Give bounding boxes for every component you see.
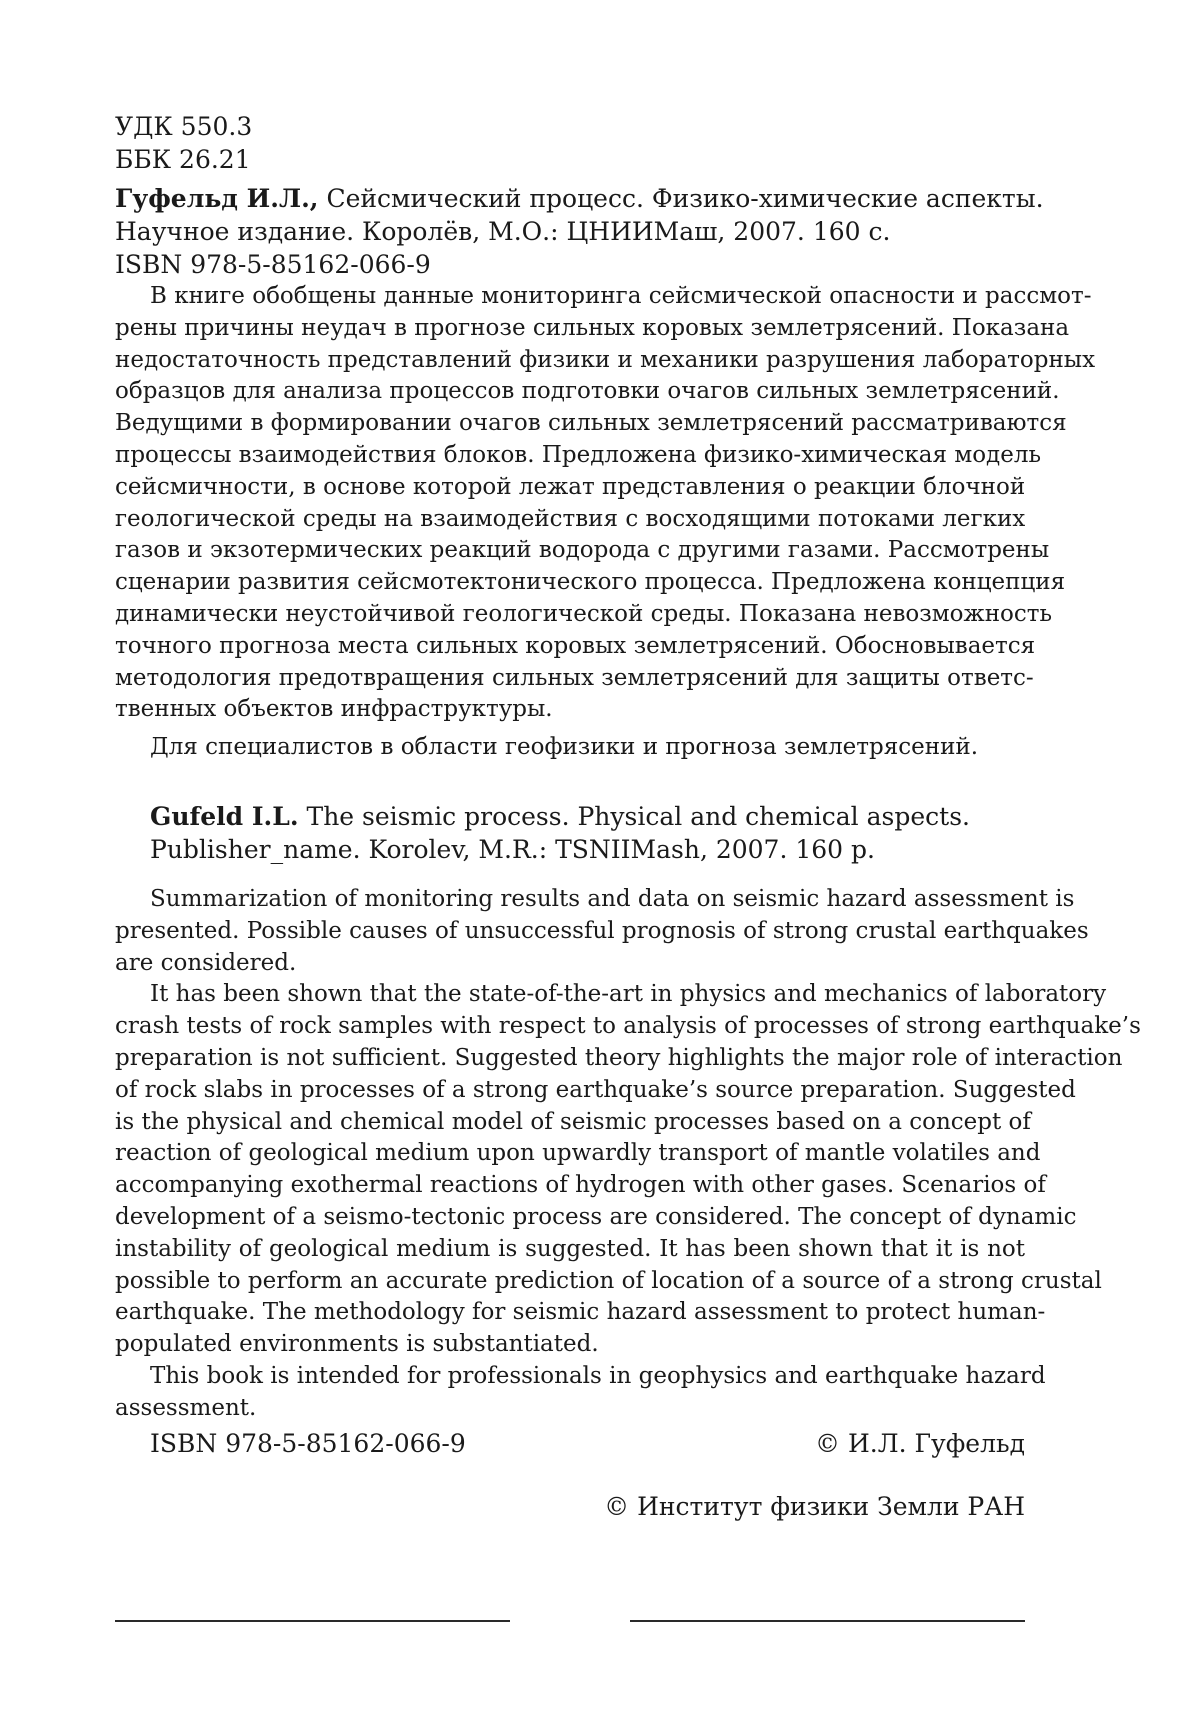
en-title-line2: Publisher_name. Korolev, M.R.: TSNIIMash, 2007. 160 p.	[150, 834, 875, 864]
ru-title-line2: Научное издание. Королёв, М.О.: ЦНИИМаш, 2007. 160 с.	[115, 217, 891, 246]
en-abstract-line: It has been shown that the state-of-the-art in physics and mechanics of laboratory	[150, 981, 1107, 1008]
ru-abstract-line: В книге обобщены данные мониторинга сейсмической опасности и рассмот-	[150, 283, 1092, 309]
ru-abstract	[115, 281, 1096, 764]
bbk-code: ББК 26.21	[115, 145, 251, 174]
document-page	[115, 110, 1141, 1523]
ru-abstract-line: динамически неустойчивой геологической среды. Показана невозможность	[115, 600, 1052, 627]
en-abstract-line: instability of geological medium is suggested. It has been shown that it is not	[115, 1235, 1025, 1262]
ru-abstract-line: методология предотвращения сильных землетрясений для защиты ответс-	[115, 664, 1034, 691]
en-abstract-line: is the physical and chemical model of seismic processes based on a concept of	[115, 1108, 1031, 1135]
ru-author: Гуфельд И.Л.,	[115, 184, 319, 213]
en-abstract-line: development of a seismo-tectonic process are considered. The concept of dynamic	[115, 1203, 1077, 1230]
en-abstract-line: accompanying exothermal reactions of hydrogen with other gases. Scenarios of	[115, 1172, 1046, 1199]
en-abstract-line: This book is intended for professionals in geophysics and earthquake hazard	[150, 1362, 1046, 1389]
en-abstract-line: reaction of geological medium upon upwardly transport of mantle volatiles and	[115, 1140, 1041, 1167]
en-title-line1: The seismic process. Physical and chemical aspects.	[306, 801, 970, 831]
en-abstract	[115, 884, 1141, 1425]
udk-code: УДК 550.3	[115, 112, 253, 141]
en-abstract-line: possible to perform an accurate prediction of location of a source of a strong crustal	[115, 1267, 1102, 1294]
ru-citation	[115, 182, 1044, 281]
en-abstract-line: crash tests of rock samples with respect to analysis of processes of strong earthquake’s	[115, 1013, 1141, 1040]
ru-isbn: ISBN 978-5-85162-066-9	[115, 250, 431, 279]
en-abstract-line: presented. Possible causes of unsuccessful prognosis of strong crustal earthquakes	[115, 917, 1089, 944]
ru-abstract-line: твенных объектов инфраструктуры.	[115, 696, 553, 723]
en-abstract-line: preparation is not sufficient. Suggested theory highlights the major role of interaction	[115, 1044, 1123, 1071]
ru-title-line1: Сейсмический процесс. Физико-химические аспекты.	[326, 184, 1044, 213]
ru-abstract-line: образцов для анализа процессов подготовки очагов сильных землетрясений.	[115, 378, 1060, 405]
en-abstract-line: of rock slabs in processes of a strong earthquake’s source preparation. Suggested	[115, 1076, 1076, 1103]
en-abstract-line: Summarization of monitoring results and data on seismic hazard assessment is	[150, 885, 1075, 912]
en-abstract-line: are considered.	[115, 949, 297, 976]
ru-abstract-line: недостаточность представлений физики и механики разрушения лабораторных	[115, 346, 1096, 373]
right-divider-line	[630, 1620, 1025, 1622]
en-abstract-line: earthquake. The methodology for seismic hazard assessment to protect human-	[115, 1299, 1046, 1326]
ru-abstract-line: рены причины неудач в прогнозе сильных коровых землетрясений. Показана	[115, 314, 1070, 341]
copyright-author: © И.Л. Гуфельд	[815, 1428, 1025, 1458]
ru-abstract-line: газов и экзотермических реакций водорода с другими газами. Рассмотрены	[115, 537, 1050, 564]
ru-abstract-line: процессы взаимодействия блоков. Предложена физико-химическая модель	[115, 441, 1041, 468]
en-author: Gufeld I.L.	[150, 801, 299, 831]
copyright-institute: © Институт физики Земли РАН	[604, 1491, 1025, 1521]
en-citation	[115, 800, 1025, 866]
footer-isbn: ISBN 978-5-85162-066-9	[150, 1428, 466, 1458]
left-divider-line	[115, 1620, 510, 1622]
footer-isbn-row	[115, 1427, 1025, 1460]
ru-abstract-line: сценарии развития сейсмотектонического процесса. Предложена концепция	[115, 569, 1066, 596]
ru-abstract-line: геологической среды на взаимодействия с восходящими потоками легких	[115, 505, 1026, 532]
ru-abstract-line: Ведущими в формировании очагов сильных землетрясений рассматриваются	[115, 410, 1067, 437]
en-abstract-line: populated environments is substantiated.	[115, 1331, 599, 1358]
ru-abstract-line: точного прогноза места сильных коровых землетрясений. Обосновывается	[115, 632, 1036, 659]
en-abstract-line: assessment.	[115, 1394, 257, 1421]
ru-audience: Для специалистов в области геофизики и прогноза землетрясений.	[150, 734, 979, 761]
ru-abstract-line: сейсмичности, в основе которой лежат представления о реакции блочной	[115, 473, 1026, 500]
